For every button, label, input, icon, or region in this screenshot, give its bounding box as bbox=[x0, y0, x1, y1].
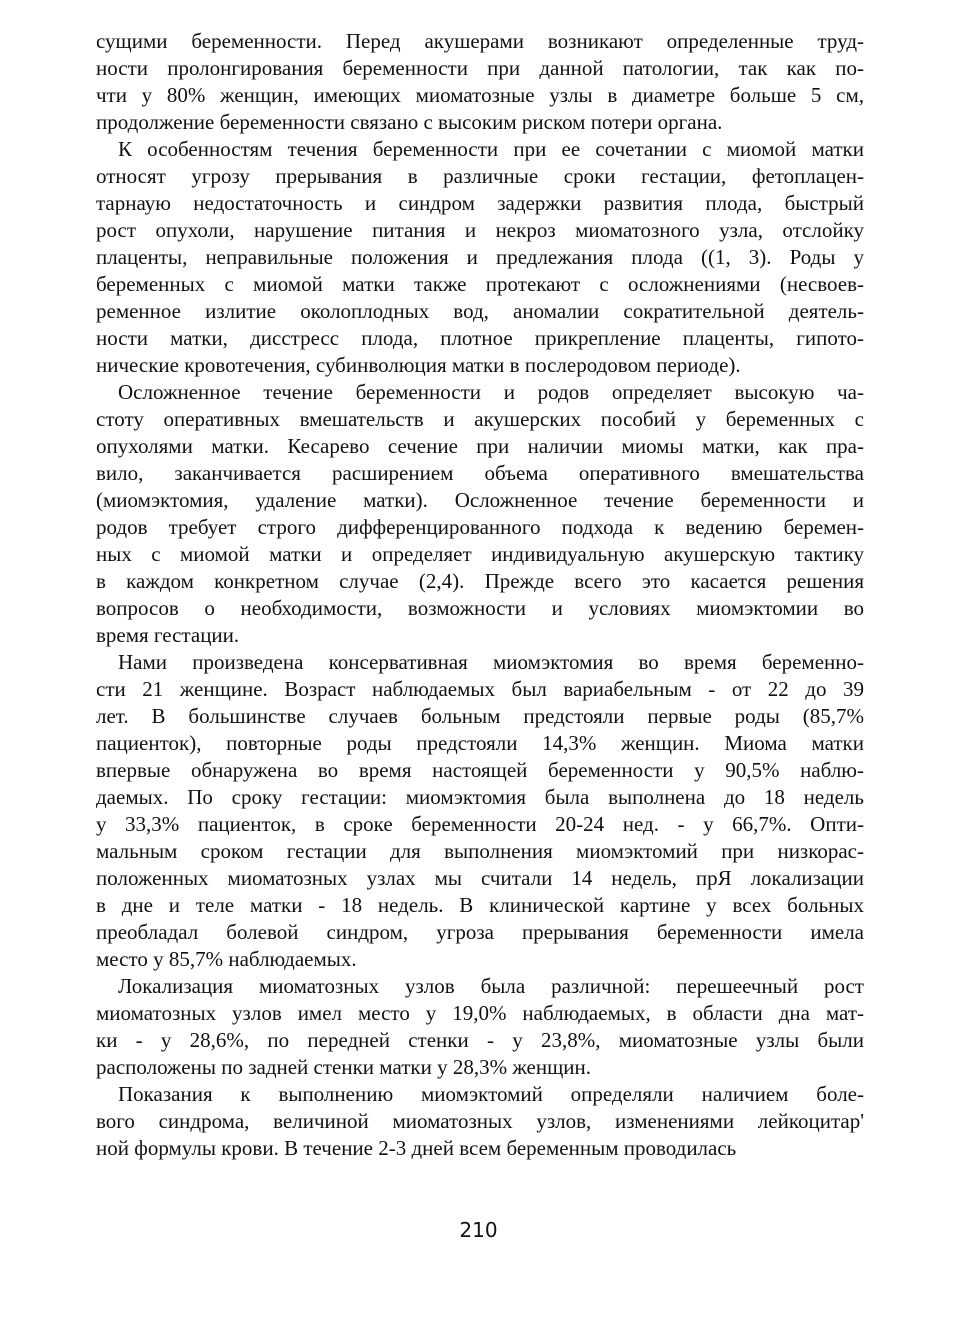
paragraph bbox=[96, 649, 864, 973]
text-line: (миомэктомия, удаление матки). Осложненное течение беременности и bbox=[96, 488, 864, 512]
paragraph bbox=[96, 28, 864, 136]
text-line: беременных с миомой матки также протекают с осложнениями (несвоев- bbox=[96, 272, 864, 296]
text-line: нические кровотечения, субинволюция матки в послеродовом периоде). bbox=[96, 353, 741, 377]
text-line: пациенток), повторные роды предстояли 14,3% женщин. Миома матки bbox=[96, 731, 864, 755]
text-line: в дне и теле матки - 18 недель. В клинической картине у всех больных bbox=[96, 893, 864, 917]
text-line: рост опухоли, нарушение питания и некроз миоматозного узла, отслойку bbox=[96, 218, 864, 242]
text-line: у 33,3% пациенток, в сроке беременности 20-24 нед. - у 66,7%. Опти- bbox=[96, 812, 864, 836]
text-line: вопросов о необходимости, возможности и условиях миомэктомии во bbox=[96, 596, 864, 620]
text-line: Нами произведена консервативная миомэктомия во время беременно- bbox=[118, 650, 864, 674]
paragraph bbox=[96, 379, 864, 649]
text-line: лет. В большинстве случаев больным предстояли первые роды (85,7% bbox=[96, 704, 864, 728]
paragraph bbox=[96, 1081, 864, 1162]
text-line: плаценты, неправильные положения и предлежания плода ((1, 3). Роды у bbox=[96, 245, 864, 269]
text-line: ки - у 28,6%, по передней стенки - у 23,8%, миоматозные узлы были bbox=[96, 1028, 864, 1052]
text-line: ременное излитие околоплодных вод, аномалии сократительной деятель- bbox=[96, 299, 864, 323]
text-line: родов требует строго дифференцированного подхода к ведению беремен- bbox=[96, 515, 864, 539]
text-line: миоматозных узлов имел место у 19,0% наблюдаемых, в области дна мат- bbox=[96, 1001, 864, 1025]
text-line: сущими беременности. Перед акушерами возникают определенные труд- bbox=[96, 29, 864, 53]
text-line: в каждом конкретном случае (2,4). Прежде всего это касается решения bbox=[96, 569, 864, 593]
text-line: тарнаую недостаточность и синдром задержки развития плода, быстрый bbox=[96, 191, 864, 215]
text-line: ной формулы крови. В течение 2-3 дней всем беременным проводилась bbox=[96, 1136, 737, 1160]
text-line: расположены по задней стенки матки у 28,3% женщин. bbox=[96, 1055, 592, 1079]
text-line: вого синдрома, величиной миоматозных узлов, изменениями лейкоцитар' bbox=[96, 1109, 864, 1133]
text-line: ности пролонгирования беременности при данной патологии, так как по- bbox=[96, 56, 864, 80]
paragraph bbox=[96, 136, 864, 379]
text-line: Осложненное течение беременности и родов определяет высокую ча- bbox=[118, 380, 864, 404]
text-line: вило, заканчивается расширением объема оперативного вмешательства bbox=[96, 461, 864, 485]
text-line: положенных миоматозных узлах мы считали 14 недель, прЯ локализации bbox=[96, 866, 864, 890]
text-line: чти у 80% женщин, имеющих миоматозные узлы в диаметре больше 5 см, bbox=[96, 83, 864, 107]
text-line: ных с миомой матки и определяет индивидуальную акушерскую тактику bbox=[96, 542, 864, 566]
page-number: 210 bbox=[459, 1218, 498, 1242]
text-line: впервые обнаружена во время настоящей беременности у 90,5% наблю- bbox=[96, 758, 864, 782]
text-line: ности матки, дисстресс плода, плотное прикрепление плаценты, гипото- bbox=[96, 326, 864, 350]
text-line: время гестации. bbox=[96, 623, 240, 647]
text-line: опухолями матки. Кесарево сечение при наличии миомы матки, как пра- bbox=[96, 434, 864, 458]
text-line: К особенностям течения беременности при ее сочетании с миомой матки bbox=[118, 137, 864, 161]
paragraph bbox=[96, 973, 864, 1081]
text-line: Локализация миоматозных узлов была различной: перешеечный рост bbox=[118, 974, 864, 998]
text-line: место у 85,7% наблюдаемых. bbox=[96, 947, 357, 971]
text-line: преобладал болевой синдром, угроза прерывания беременности имела bbox=[96, 920, 864, 944]
text-line: даемых. По сроку гестации: миомэктомия была выполнена до 18 недель bbox=[96, 785, 864, 809]
document-page bbox=[96, 28, 864, 1162]
text-line: сти 21 женщине. Возраст наблюдаемых был вариабельным - от 22 до 39 bbox=[96, 677, 864, 701]
text-line: продолжение беременности связано с высоким риском потери органа. bbox=[96, 110, 723, 134]
text-line: Показания к выполнению миомэктомий определяли наличием боле- bbox=[118, 1082, 864, 1106]
text-line: относят угрозу прерывания в различные сроки гестации, фетоплацен- bbox=[96, 164, 864, 188]
text-line: стоту оперативных вмешательств и акушерских пособий у беременных с bbox=[96, 407, 864, 431]
text-line: мальным сроком гестации для выполнения миомэктомий при низкорас- bbox=[96, 839, 864, 863]
